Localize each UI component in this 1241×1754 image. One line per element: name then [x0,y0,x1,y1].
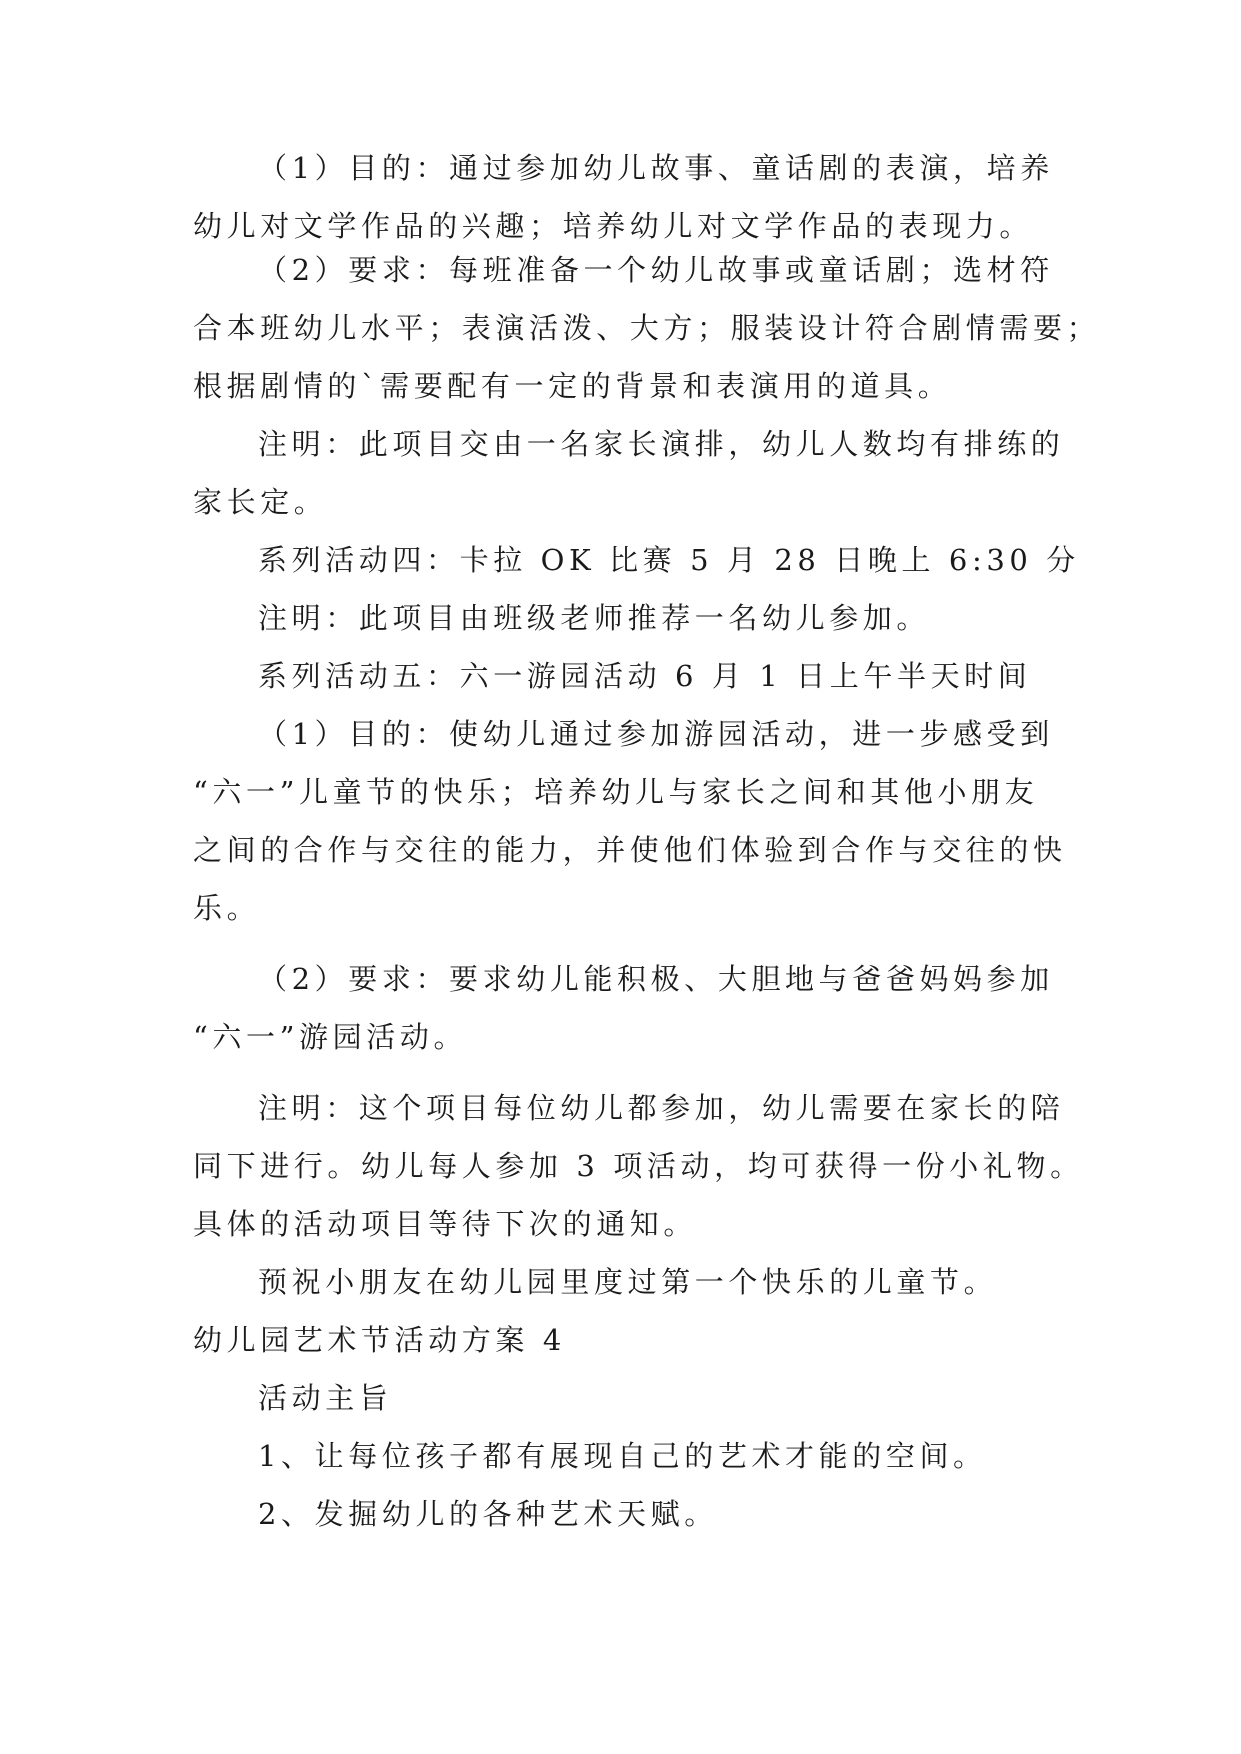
paragraph-line: 系列活动四：卡拉 OK 比赛 5 月 28 日晚上 6:30 分 [258,543,1080,577]
paragraph-line: 注明：这个项目每位幼儿都参加，幼儿需要在家长的陪 [258,1091,1065,1125]
paragraph-line: （1）目的：使幼儿通过参加游园活动，进一步感受到 [258,717,1054,751]
section-heading: 幼儿园艺术节活动方案 4 [193,1323,566,1357]
paragraph-line: “六一”游园活动。 [193,1020,468,1054]
paragraph-line: 合本班幼儿水平；表演活泼、大方；服装设计符合剧情需要； [193,311,1101,345]
paragraph-line: 幼儿对文学作品的兴趣；培养幼儿对文学作品的表现力。 [193,209,1034,243]
list-item: 2、发掘幼儿的各种艺术天赋。 [258,1497,718,1531]
paragraph-line: （1）目的：通过参加幼儿故事、童话剧的表演，培养 [258,151,1054,185]
paragraph-line: 活动主旨 [258,1381,393,1415]
paragraph-line: 注明：此项目由班级老师推荐一名幼儿参加。 [258,601,931,635]
paragraph-line: 根据剧情的`需要配有一定的背景和表演用的道具。 [193,369,952,403]
paragraph-line: “六一”儿童节的快乐；培养幼儿与家长之间和其他小朋友 [193,775,1039,809]
paragraph-line: 具体的活动项目等待下次的通知。 [193,1207,698,1241]
paragraph-line: （2）要求：每班准备一个幼儿故事或童话剧；选材符 [258,253,1054,287]
paragraph-line: 家长定。 [193,485,328,519]
paragraph-line: 预祝小朋友在幼儿园里度过第一个快乐的儿童节。 [258,1265,998,1299]
paragraph-line: 注明：此项目交由一名家长演排，幼儿人数均有排练的 [258,427,1065,461]
paragraph-line: （2）要求：要求幼儿能积极、大胆地与爸爸妈妈参加 [258,962,1054,996]
paragraph-line: 同下进行。幼儿每人参加 3 项活动，均可获得一份小礼物。 [193,1149,1084,1183]
list-item: 1、让每位孩子都有展现自己的艺术才能的空间。 [258,1439,987,1473]
paragraph-line: 之间的合作与交往的能力，并使他们体验到合作与交往的快 [193,833,1067,867]
paragraph-line: 乐。 [193,891,261,925]
paragraph-line: 系列活动五：六一游园活动 6 月 1 日上午半天时间 [258,659,1032,693]
